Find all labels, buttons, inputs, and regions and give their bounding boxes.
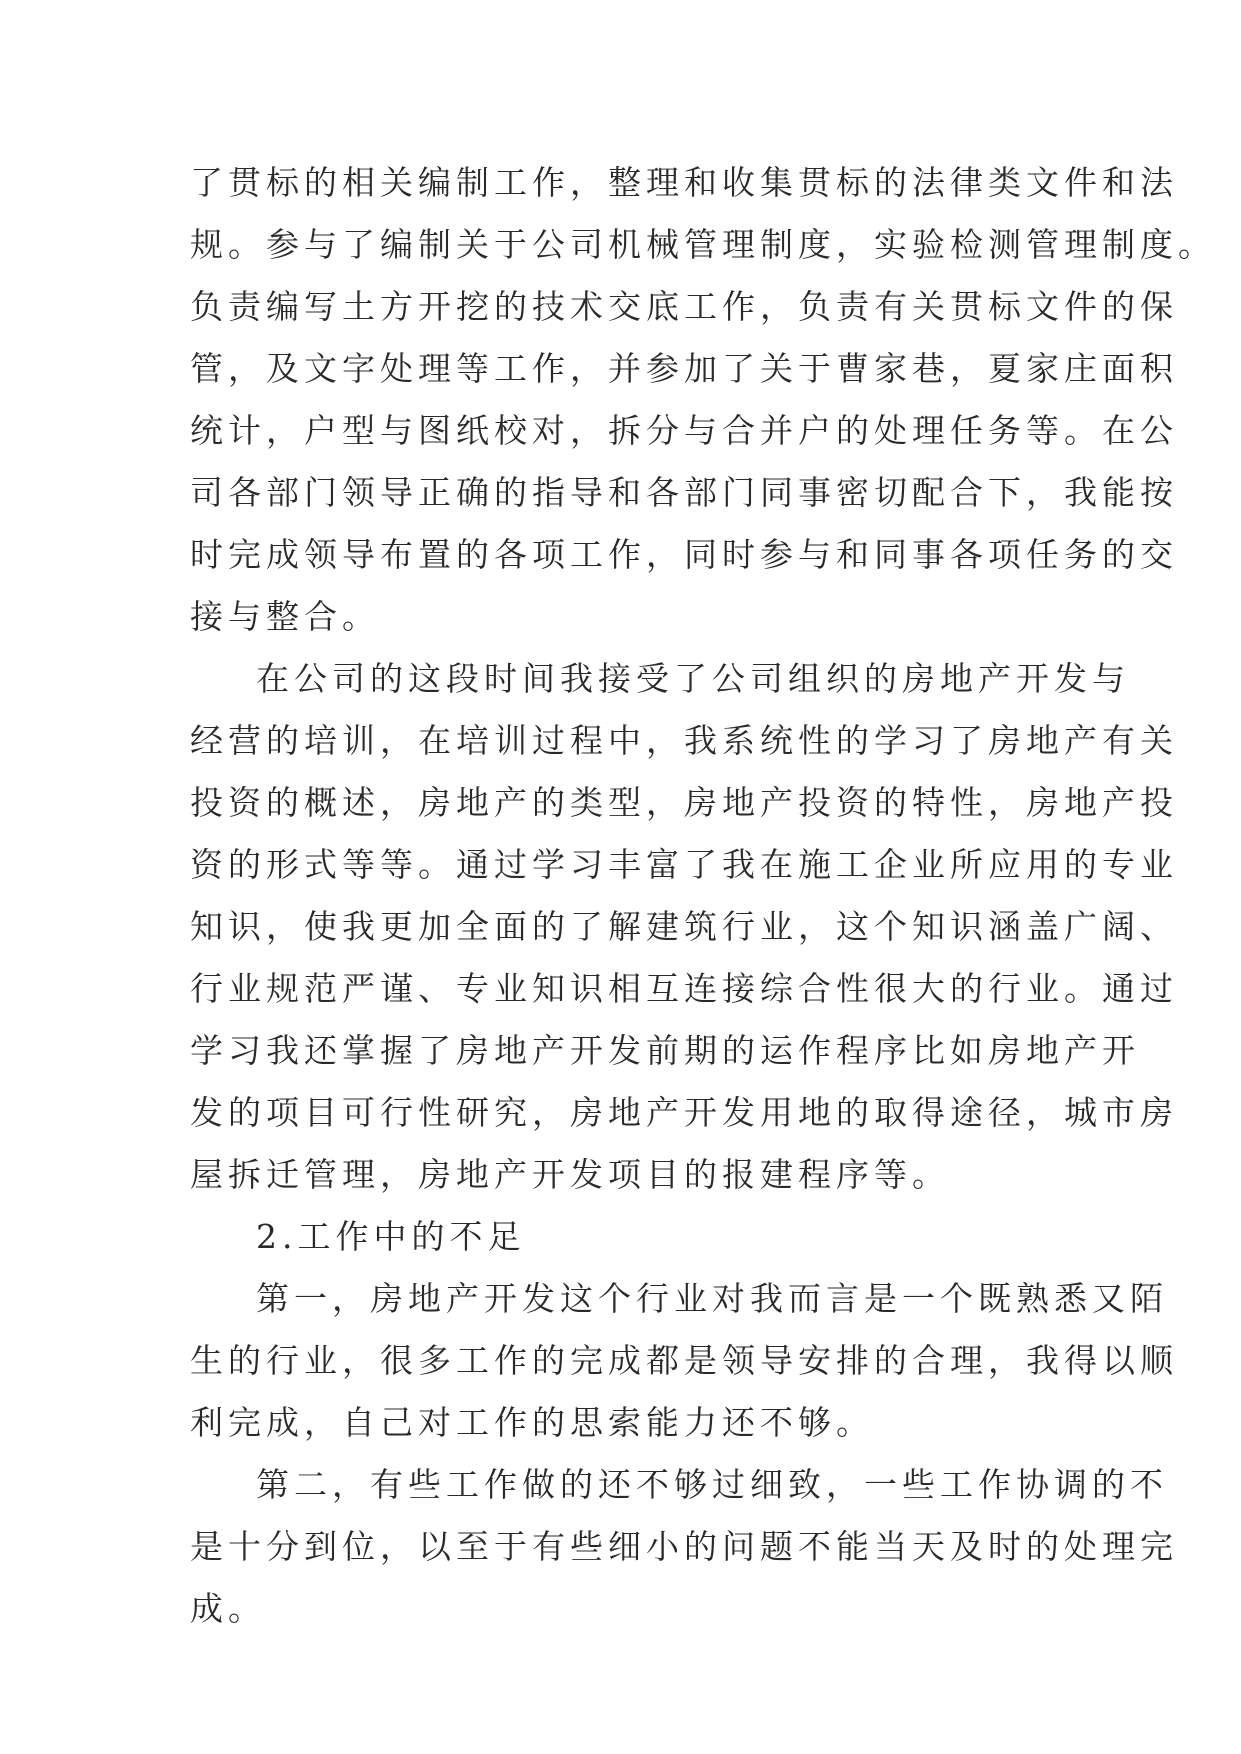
text-line: 发的项目可行性研究，房地产开发用地的取得途径，城市房 — [190, 1093, 1178, 1132]
text-line: 生的行业，很多工作的完成都是领导安排的合理，我得以顺 — [190, 1341, 1178, 1380]
paragraph-first-line: 在公司的这段时间我接受了公司组织的房地产开发与 — [256, 659, 1130, 698]
text-line: 规。参与了编制关于公司机械管理制度，实验检测管理制度。 — [190, 225, 1216, 264]
body-text — [190, 152, 1216, 1640]
text-line: 行业规范严谨、专业知识相互连接综合性很大的行业。通过 — [190, 969, 1178, 1008]
text-line: 接与整合。 — [190, 597, 380, 636]
text-line: 时完成领导布置的各项工作，同时参与和同事各项任务的交 — [190, 535, 1178, 574]
text-line: 资的形式等等。通过学习丰富了我在施工企业所应用的专业 — [190, 845, 1178, 884]
text-line: 负责编写土方开挖的技术交底工作，负责有关贯标文件的保 — [190, 287, 1178, 326]
text-line: 统计，户型与图纸校对，拆分与合并户的处理任务等。在公 — [190, 411, 1178, 450]
text-line: 投资的概述，房地产的类型，房地产投资的特性，房地产投 — [190, 783, 1178, 822]
text-line: 学习我还掌握了房地产开发前期的运作程序比如房地产开 — [190, 1031, 1140, 1070]
text-line: 利完成，自己对工作的思索能力还不够。 — [190, 1403, 874, 1442]
text-line: 管，及文字处理等工作，并参加了关于曹家巷，夏家庄面积 — [190, 349, 1178, 388]
text-line: 司各部门领导正确的指导和各部门同事密切配合下，我能按 — [190, 473, 1178, 512]
text-line: 知识，使我更加全面的了解建筑行业，这个知识涵盖广阔、 — [190, 907, 1178, 946]
section-heading: 2.工作中的不足 — [256, 1217, 526, 1256]
text-line: 经营的培训，在培训过程中，我系统性的学习了房地产有关 — [190, 721, 1178, 760]
text-line: 了贯标的相关编制工作，整理和收集贯标的法律类文件和法 — [190, 163, 1178, 202]
text-line: 成。 — [190, 1589, 266, 1628]
paragraph-first-line: 第二，有些工作做的还不够过细致，一些工作协调的不 — [256, 1465, 1168, 1504]
text-line: 是十分到位，以至于有些细小的问题不能当天及时的处理完 — [190, 1527, 1178, 1566]
paragraph-first-line: 第一，房地产开发这个行业对我而言是一个既熟悉又陌 — [256, 1279, 1168, 1318]
text-line: 屋拆迁管理，房地产开发项目的报建程序等。 — [190, 1155, 950, 1194]
